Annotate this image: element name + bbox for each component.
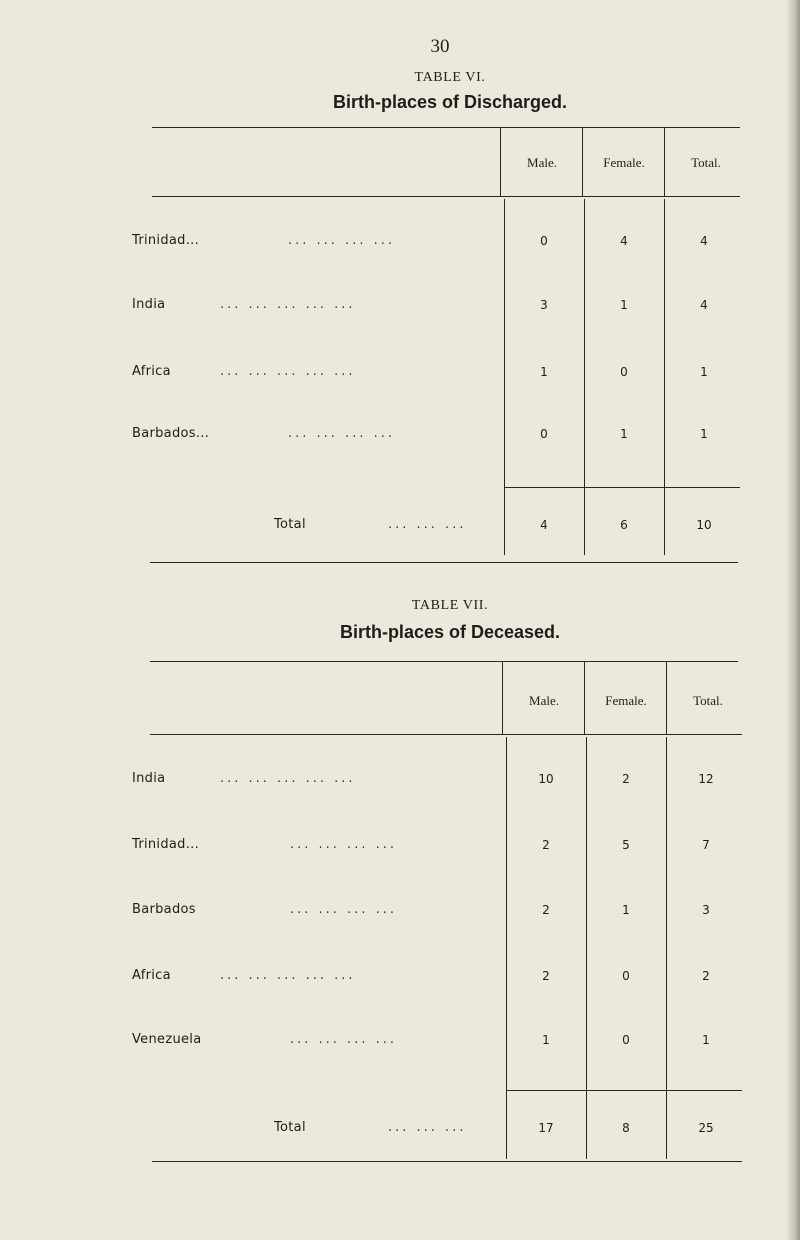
cell-total: 12 — [698, 772, 714, 786]
table-vi-col-total: Total. — [691, 155, 721, 170]
row-leader-dots: ... ... ... — [388, 517, 467, 532]
table-vii-caption: Birth-places of Deceased. — [339, 622, 561, 642]
table-vii-label: TABLE VII. — [411, 598, 489, 613]
table-vi-top-rule — [152, 127, 740, 128]
table-vi-header-rule — [152, 196, 740, 197]
cell-male: 2 — [542, 903, 550, 917]
cell-male: 0 — [540, 427, 548, 441]
row-place: Barbados — [132, 902, 196, 917]
row-place: Trinidad... — [132, 837, 200, 852]
row-leader-dots: ... ... ... ... ... — [220, 297, 356, 312]
cell-total: 7 — [702, 838, 710, 852]
table-vii-head-divider-2 — [584, 661, 585, 734]
row-place: Africa — [132, 968, 171, 983]
table-vi-total-rule — [504, 487, 740, 488]
row-leader-dots: ... ... ... ... ... — [220, 968, 356, 983]
cell-total: 4 — [700, 298, 708, 312]
cell-male: 4 — [540, 518, 548, 532]
table-vii-col-total: Total. — [693, 693, 723, 708]
cell-total: 4 — [700, 234, 708, 248]
row-place: Venezuela — [132, 1032, 202, 1047]
cell-female: 6 — [620, 518, 628, 532]
row-leader-dots: ... ... ... ... ... — [220, 364, 356, 379]
table-vi-col-female: Female. — [603, 155, 645, 170]
total-label: Total — [274, 517, 306, 532]
page-number: 30 — [430, 36, 450, 57]
table-vi-label: TABLE VI. — [414, 70, 486, 85]
cell-female: 1 — [620, 427, 628, 441]
table-vii-bottom-rule — [152, 1161, 742, 1162]
page-edge-shadow — [786, 0, 800, 1240]
table-vii-head-divider-1 — [502, 661, 503, 734]
row-leader-dots: ... ... ... ... — [290, 837, 397, 852]
table-vii-col-female: Female. — [605, 693, 647, 708]
row-leader-dots: ... ... ... ... — [290, 902, 397, 917]
table-vi-col-male: Male. — [527, 155, 557, 170]
cell-female: 4 — [620, 234, 628, 248]
cell-female: 0 — [622, 969, 630, 983]
table-vii-col-male: Male. — [529, 693, 559, 708]
row-place: India — [132, 297, 166, 312]
row-leader-dots: ... ... ... ... — [288, 233, 395, 248]
cell-female: 1 — [620, 298, 628, 312]
cell-male: 2 — [542, 838, 550, 852]
cell-female: 0 — [620, 365, 628, 379]
cell-male: 0 — [540, 234, 548, 248]
cell-female: 2 — [622, 772, 630, 786]
table-vi-head-divider-3 — [664, 127, 665, 196]
row-leader-dots: ... ... ... ... ... — [220, 771, 356, 786]
cell-male: 1 — [542, 1033, 550, 1047]
table-vi-head-divider-1 — [500, 127, 501, 196]
row-place: Trinidad... — [132, 233, 200, 248]
table-vii-header-rule — [150, 734, 742, 735]
cell-female: 0 — [622, 1033, 630, 1047]
row-place: Barbados... — [132, 426, 210, 441]
table-vii-body-divider-2 — [586, 737, 587, 1159]
table-vii-head-divider-3 — [666, 661, 667, 734]
row-leader-dots: ... ... ... ... — [288, 426, 395, 441]
cell-total: 1 — [702, 1033, 710, 1047]
cell-male: 10 — [538, 772, 554, 786]
row-leader-dots: ... ... ... — [388, 1120, 467, 1135]
table-vi-caption: Birth-places of Discharged. — [332, 92, 568, 112]
cell-total: 2 — [702, 969, 710, 983]
cell-male: 2 — [542, 969, 550, 983]
table-vii-body-divider-1 — [506, 737, 507, 1159]
cell-female: 5 — [622, 838, 630, 852]
total-label: Total — [274, 1120, 306, 1135]
table-vi-head-divider-2 — [582, 127, 583, 196]
cell-male: 1 — [540, 365, 548, 379]
table-vii-top-rule — [150, 661, 738, 662]
row-place: Africa — [132, 364, 171, 379]
row-leader-dots: ... ... ... ... — [290, 1032, 397, 1047]
cell-male: 3 — [540, 298, 548, 312]
cell-total: 3 — [702, 903, 710, 917]
cell-total: 10 — [696, 518, 712, 532]
table-vii-total-rule — [506, 1090, 742, 1091]
cell-total: 25 — [698, 1121, 714, 1135]
cell-total: 1 — [700, 427, 708, 441]
row-place: India — [132, 771, 166, 786]
table-vi-bottom-rule — [150, 562, 738, 563]
cell-male: 17 — [538, 1121, 554, 1135]
cell-total: 1 — [700, 365, 708, 379]
cell-female: 8 — [622, 1121, 630, 1135]
cell-female: 1 — [622, 903, 630, 917]
table-vii-body-divider-3 — [666, 737, 667, 1159]
